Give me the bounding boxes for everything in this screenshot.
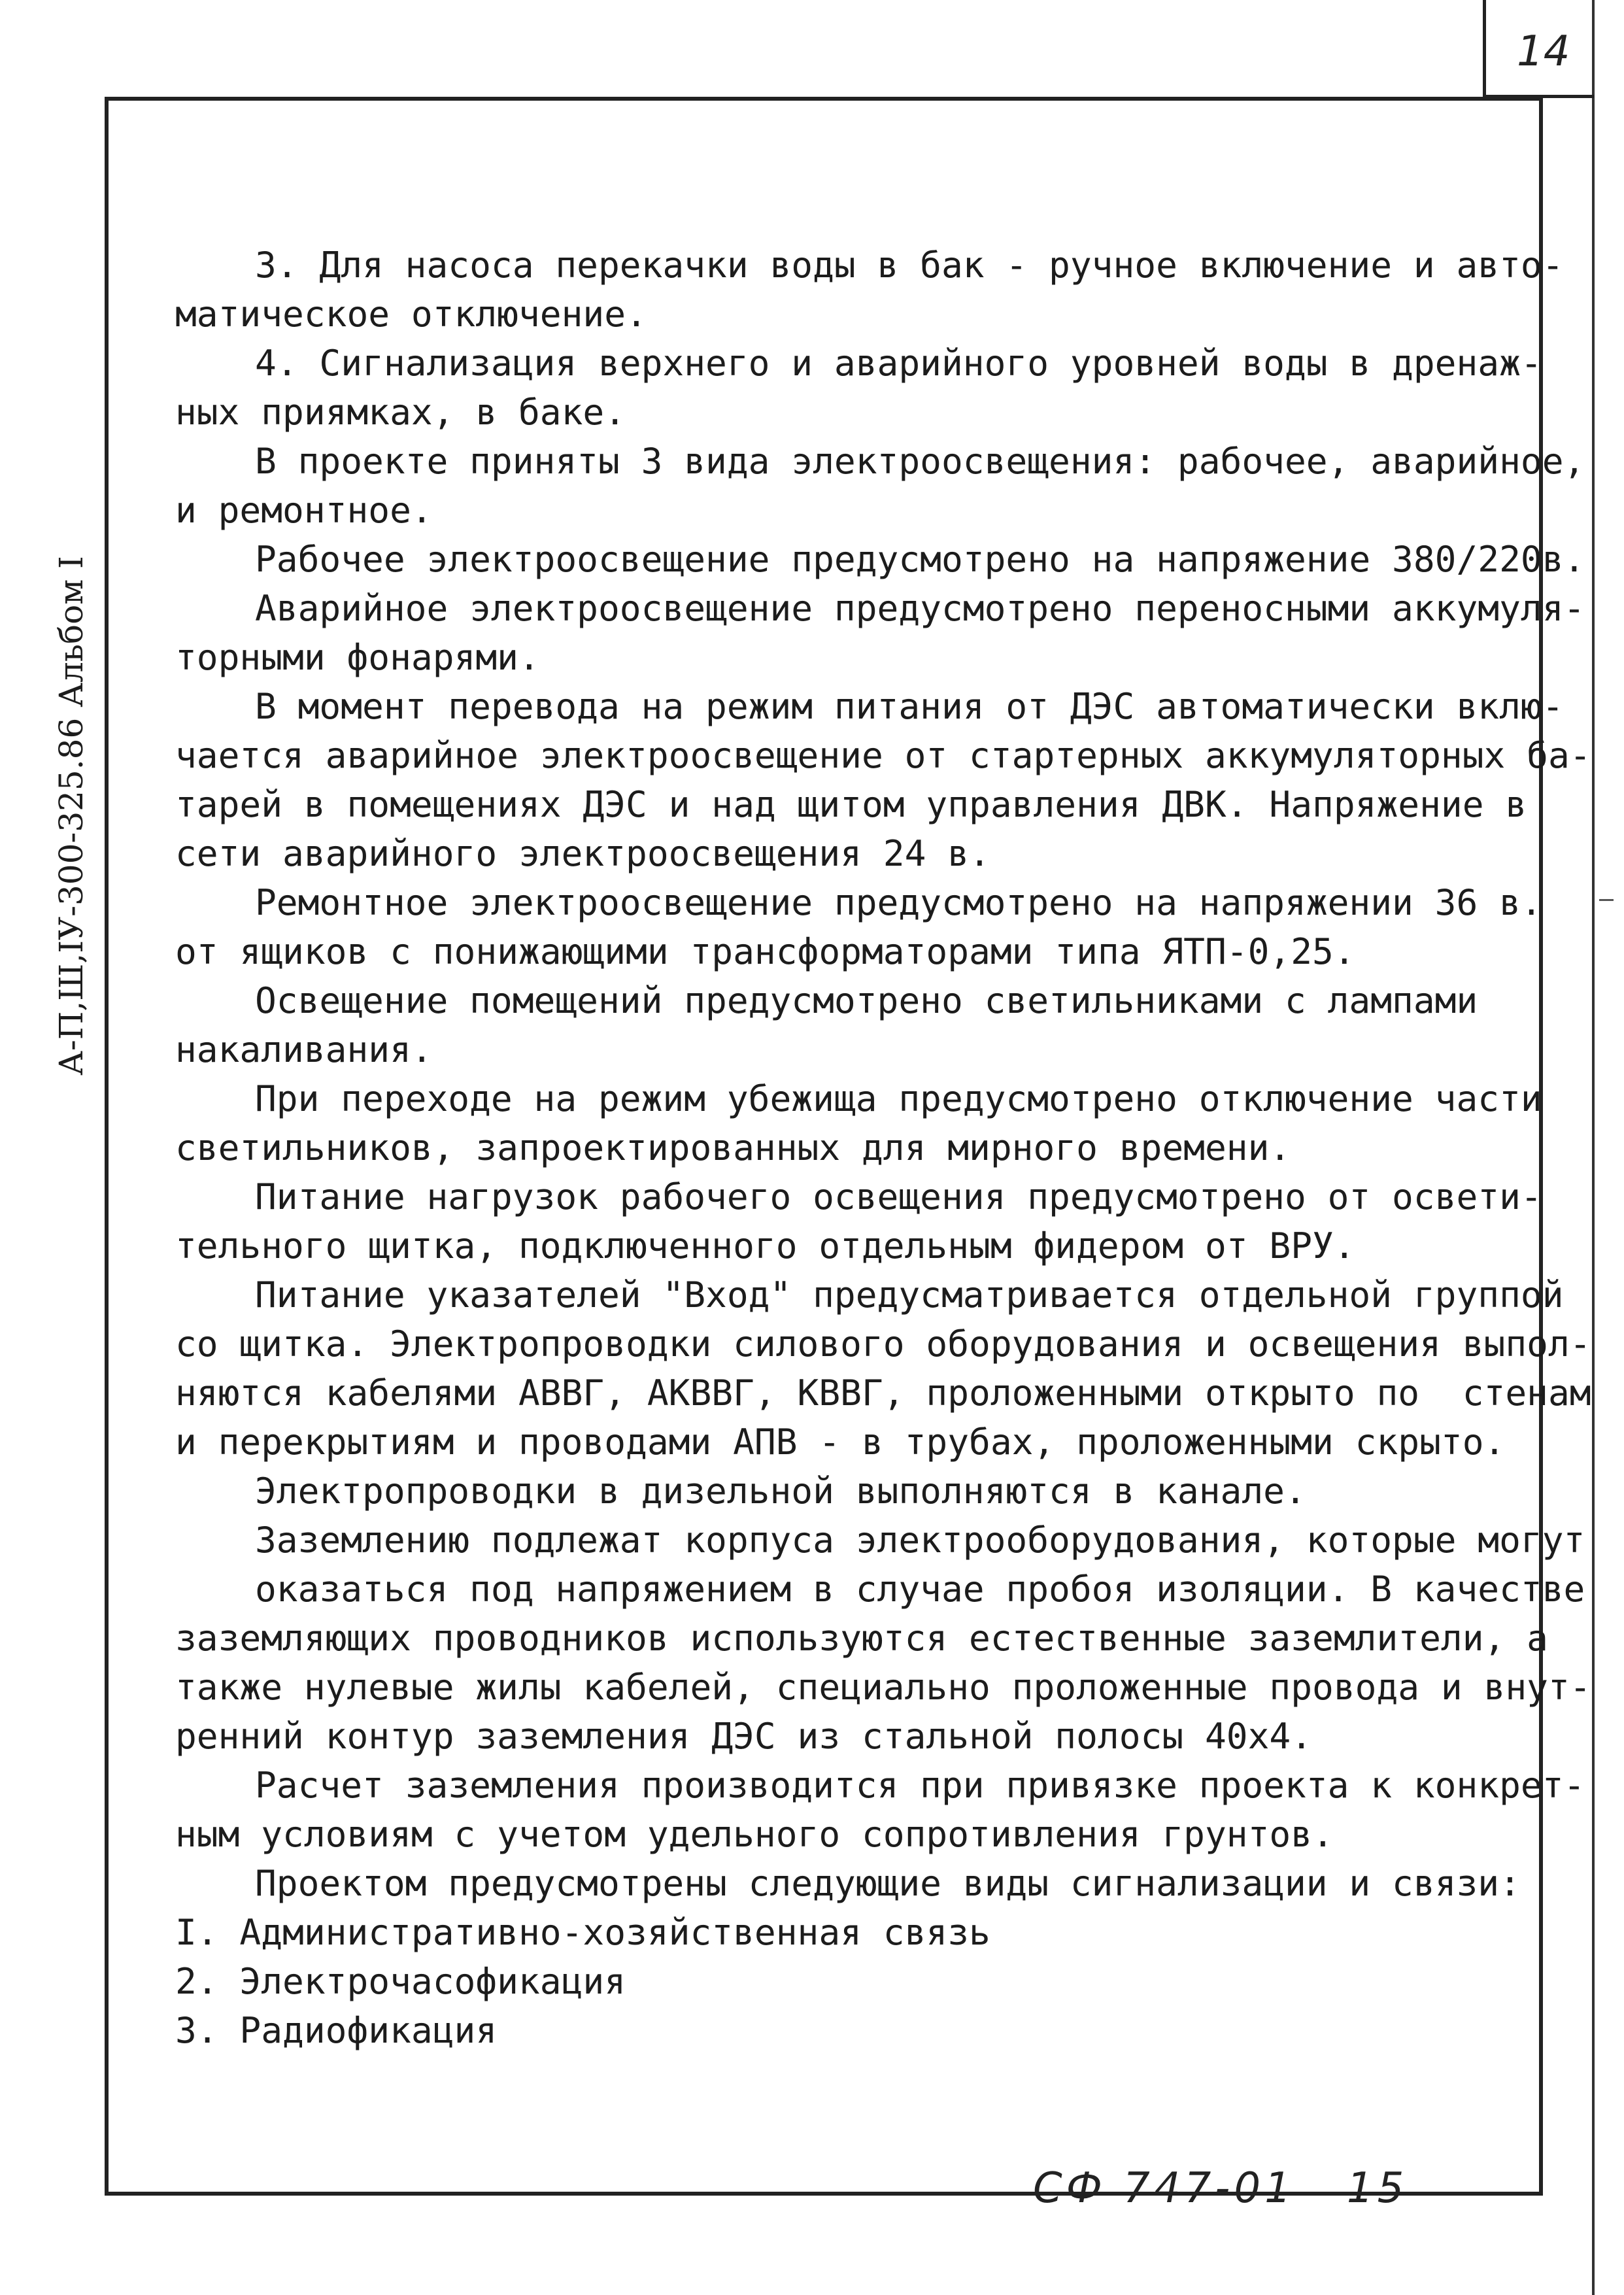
text-line: Ремонтное электроосвещение предусмотрено на напряжении 36 в.: [255, 881, 1542, 923]
text-line: ным условиям с учетом удельного сопротивления грунтов.: [175, 1813, 1334, 1855]
text-line: от ящиков с понижающими трансформаторами типа ЯТП-0,25.: [175, 930, 1355, 972]
text-line: светильников, запроектированных для мирного времени.: [175, 1127, 1291, 1168]
text-line: накаливания.: [175, 1028, 433, 1070]
text-line: тельного щитка, подключенного отдельным фидером от ВРУ.: [175, 1225, 1355, 1266]
text-line: I. Административно-хозяйственная связь: [175, 1911, 990, 1953]
text-line: и перекрытиям и проводами АПВ - в трубах, проложенными скрыто.: [175, 1421, 1506, 1463]
text-line: Рабочее электроосвещение предусмотрено на напряжение 380/220в.: [255, 538, 1585, 580]
text-line: Освещение помещений предусмотрено светильниками с лампами: [255, 979, 1478, 1021]
page-number: 14: [1517, 27, 1570, 76]
text-line: 3. Для насоса перекачки воды в бак - ручное включение и авто-: [255, 244, 1564, 286]
text-line: также нулевые жилы кабелей, специально проложенные провода и внут-: [175, 1666, 1591, 1708]
text-line: Питание указателей "Вход" предусматривается отдельной группой: [255, 1274, 1564, 1316]
document-body: [175, 241, 1591, 2055]
text-line: оказаться под напряжением в случае пробоя изоляции. В качестве: [255, 1568, 1585, 1610]
text-line: ных приямках, в баке.: [175, 391, 626, 433]
text-line: няются кабелями АВВГ, АКВВГ, КВВГ, проложенными открыто по стенам: [175, 1372, 1591, 1414]
text-line: В проекте приняты 3 вида электроосвещения: рабочее, аварийное,: [255, 440, 1585, 482]
text-line: торными фонарями.: [175, 636, 540, 678]
text-line: 3. Радиофикация: [175, 2009, 498, 2051]
text-line: со щитка. Электропроводки силового оборудования и освещения выпол-: [175, 1323, 1591, 1365]
side-label: А-П,Ш,IУ-300-325.86 Альбом I: [52, 556, 90, 1076]
text-line: Аварийное электроосвещение предусмотрено переносными аккумуля-: [255, 587, 1585, 629]
text-line: матическое отключение.: [175, 293, 647, 335]
text-line: 2. Электрочасофикация: [175, 1960, 626, 2002]
margin-tick: [1599, 899, 1614, 901]
text-line: Питание нагрузок рабочего освещения предусмотрено от освети-: [255, 1176, 1542, 1217]
text-line: Электропроводки в дизельной выполняются в канале.: [255, 1470, 1306, 1512]
text-line: При переходе на режим убежища предусмотрено отключение части: [255, 1078, 1542, 1119]
text-line: 4. Сигнализация верхнего и аварийного уровней воды в дренаж-: [255, 342, 1542, 384]
text-line: Расчет заземления производится при привязке проекта к конкрет-: [255, 1764, 1585, 1806]
text-line: ренний контур заземления ДЭС из стальной полосы 40х4.: [175, 1715, 1313, 1757]
right-edge-line: [1592, 0, 1595, 2295]
text-line: заземляющих проводников используются естественные заземлители, а: [175, 1617, 1548, 1659]
text-line: Проектом предусмотрены следующие виды сигнализации и связи:: [255, 1862, 1521, 1904]
text-line: тарей в помещениях ДЭС и над щитом управления ДВК. Напряжение в: [175, 783, 1527, 825]
footer-stamp: СФ 747-01 15: [1033, 2164, 1408, 2213]
text-line: и ремонтное.: [175, 489, 433, 531]
text-line: чается аварийное электроосвещение от стартерных аккумуляторных ба-: [175, 734, 1591, 776]
text-line: Заземлению подлежат корпуса электрооборудования, которые могут: [255, 1519, 1585, 1561]
text-line: сети аварийного электроосвещения 24 в.: [175, 832, 990, 874]
text-line: В момент перевода на режим питания от ДЭС автоматически вклю-: [255, 685, 1564, 727]
